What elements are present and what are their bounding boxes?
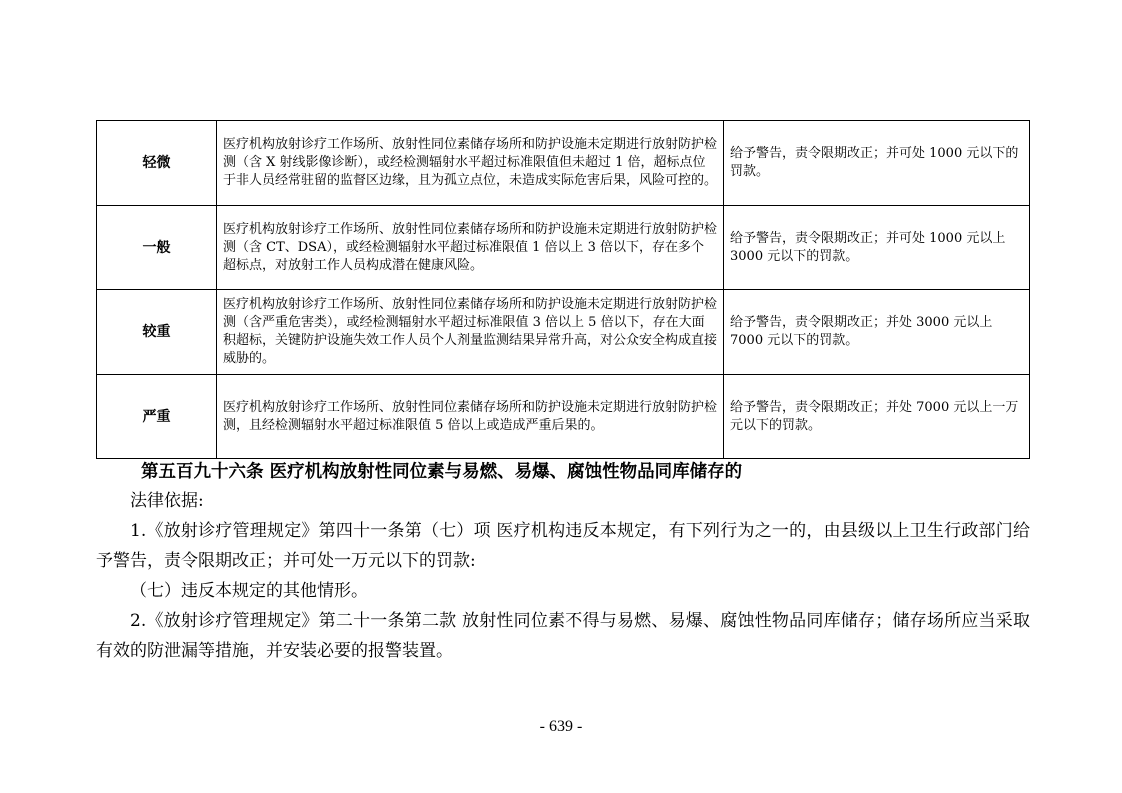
- page-number: - 639 -: [539, 718, 583, 735]
- article-body: [96, 486, 1030, 666]
- violation-description: 医疗机构放射诊疗工作场所、放射性同位素储存场所和防护设施未定期进行放射防护检测（含 CT、DSA），或经检测辐射水平超过标准限值 1 倍以上 3 倍以下，存在多个超标点，对放射工作人员构成潜在健康风险。: [217, 206, 724, 290]
- violation-description: 医疗机构放射诊疗工作场所、放射性同位素储存场所和防护设施未定期进行放射防护检测（含严重危害类），或经检测辐射水平超过标准限值 3 倍以上 5 倍以下，存在大面积超标，关键防护设施失效工作人员个人剂量监测结果异常升高，对公众安全构成直接威胁的。: [217, 290, 724, 375]
- severity-level: 轻微: [97, 121, 217, 206]
- violation-description: 医疗机构放射诊疗工作场所、放射性同位素储存场所和防护设施未定期进行放射防护检测，且经检测辐射水平超过标准限值 5 倍以上或造成严重后果的。: [217, 375, 724, 459]
- table-row: [97, 290, 1030, 375]
- table-row: [97, 375, 1030, 459]
- severity-level: 较重: [97, 290, 217, 375]
- table-row: [97, 121, 1030, 206]
- penalty-text: 给予警告，责令限期改正；并处 3000 元以上 7000 元以下的罚款。: [724, 290, 1030, 375]
- penalty-text: 给予警告，责令限期改正；并可处 1000 元以下的罚款。: [724, 121, 1030, 206]
- table-row: [97, 206, 1030, 290]
- penalty-table: [96, 120, 1030, 459]
- penalty-text: 给予警告，责令限期改正；并可处 1000 元以上 3000 元以下的罚款。: [724, 206, 1030, 290]
- legal-basis-label: 法律依据:: [130, 491, 204, 511]
- penalty-text: 给予警告，责令限期改正；并处 7000 元以上一万元以下的罚款。: [724, 375, 1030, 459]
- legal-clause: （七）违反本规定的其他情形。: [130, 581, 368, 601]
- severity-level: 一般: [97, 206, 217, 290]
- legal-clause: 2.《放射诊疗管理规定》第二十一条第二款 放射性同位素不得与易燃、易爆、腐蚀性物品同库储存；储存场所应当采取有效的防泄漏等措施，并安装必要的报警装置。: [96, 611, 1030, 661]
- severity-level: 严重: [97, 375, 217, 459]
- violation-description: 医疗机构放射诊疗工作场所、放射性同位素储存场所和防护设施未定期进行放射防护检测（含 X 射线影像诊断），或经检测辐射水平超过标准限值但未超过 1 倍，超标点位于非人员经常驻留的监督区边缘，且为孤立点位，未造成实际危害后果，风险可控的。: [217, 121, 724, 206]
- article-heading: 第五百九十六条 医疗机构放射性同位素与易燃、易爆、腐蚀性物品同库储存的: [141, 462, 743, 482]
- legal-clause: 1.《放射诊疗管理规定》第四十一条第（七）项 医疗机构违反本规定，有下列行为之一的，由县级以上卫生行政部门给予警告，责令限期改正；并可处一万元以下的罚款:: [96, 521, 1030, 571]
